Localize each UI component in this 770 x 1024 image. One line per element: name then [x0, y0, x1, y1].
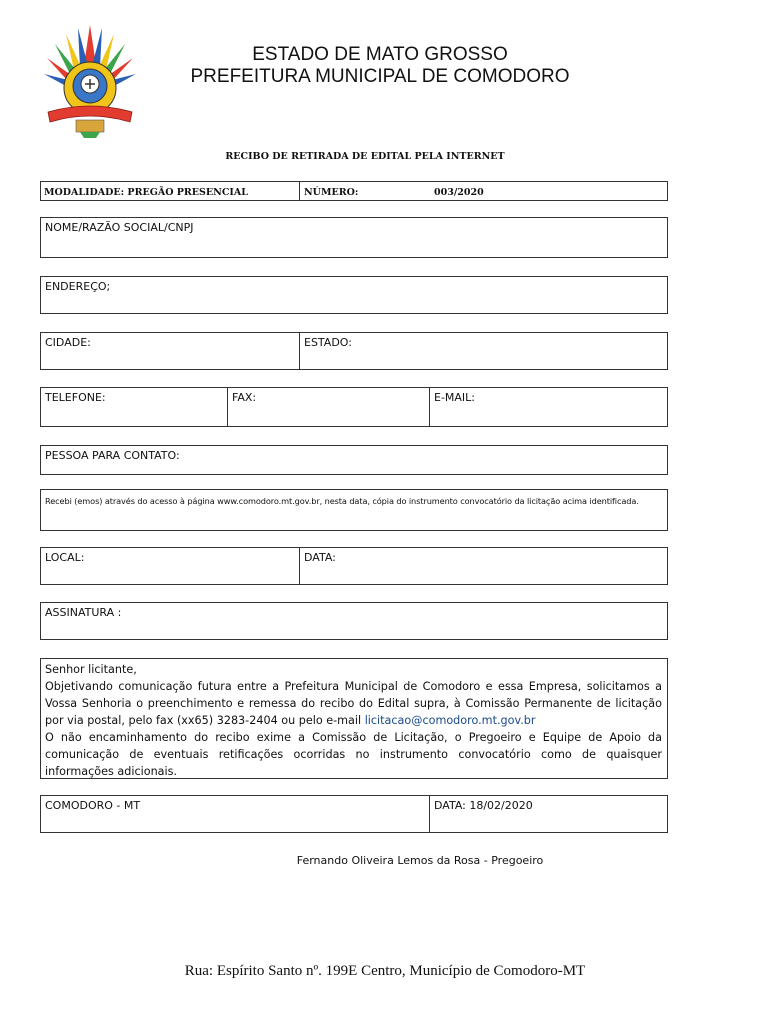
notice-text — [45, 661, 662, 780]
signature-label: ASSINATURA : — [45, 606, 122, 619]
form-title: RECIBO DE RETIRADA DE EDITAL PELA INTERNET — [225, 151, 505, 162]
email-label: E-MAIL: — [434, 391, 476, 404]
fax-label: FAX: — [232, 391, 257, 404]
number-label: NÚMERO: — [304, 187, 359, 198]
address-field[interactable] — [40, 276, 668, 314]
city-label: CIDADE: — [45, 336, 91, 349]
notice-paragraph-1 — [45, 678, 662, 729]
number-value: 003/2020 — [434, 187, 484, 198]
place-label: COMODORO - MT — [45, 799, 141, 812]
contact-email-link[interactable]: licitacao@comodoro.mt.gov.br — [364, 714, 536, 727]
signature-field[interactable] — [40, 602, 668, 640]
notice-paragraph-2: O não encaminhamento do recibo exime a Comissão de Licitação, o Pregoeiro e Equipe de Apoio da comunicação de eventuais retificações ocorridas no instrumento convocatório como de quaisquer informações adicionais. — [45, 731, 662, 778]
issue-date-label: DATA: 18/02/2020 — [434, 799, 533, 812]
modality-label: MODALIDADE: PREGÃO PRESENCIAL — [44, 187, 248, 198]
local-label: LOCAL: — [45, 551, 85, 564]
notice-greeting: Senhor licitante, — [45, 663, 137, 676]
receipt-statement: Recebi (emos) através do acesso à página www.comodoro.mt.gov.br, nesta data, cópia do instrumento convocatório da licitação acima identificada. — [45, 496, 639, 506]
state-field[interactable] — [299, 332, 668, 370]
state-title: ESTADO DE MATO GROSSO — [252, 44, 508, 65]
state-label: ESTADO: — [304, 336, 352, 349]
contact-label: PESSOA PARA CONTATO: — [45, 449, 180, 462]
date-field[interactable] — [299, 547, 668, 585]
notice-paragraph-1-text: Objetivando comunicação futura entre a Prefeitura Municipal de Comodoro e essa Empresa, solicitamos a Vossa Senhoria o preenchimento e remessa do recibo do Edital supra, à Comissão Permanente de licitação por via postal, pelo fax (xx65) 3283-2404 ou pelo e-mail — [45, 680, 662, 727]
municipality-title: PREFEITURA MUNICIPAL DE COMODORO — [190, 66, 570, 87]
footer-address: Rua: Espírito Santo nº. 199E Centro, Município de Comodoro-MT — [184, 963, 586, 979]
fax-field[interactable] — [227, 387, 430, 427]
name-label: NOME/RAZÃO SOCIAL/CNPJ — [45, 221, 194, 234]
date-label: DATA: — [304, 551, 336, 564]
phone-label: TELEFONE: — [45, 391, 106, 404]
signatory: Fernando Oliveira Lemos da Rosa - Pregoeiro — [296, 854, 544, 867]
address-label: ENDEREÇO; — [45, 280, 111, 293]
